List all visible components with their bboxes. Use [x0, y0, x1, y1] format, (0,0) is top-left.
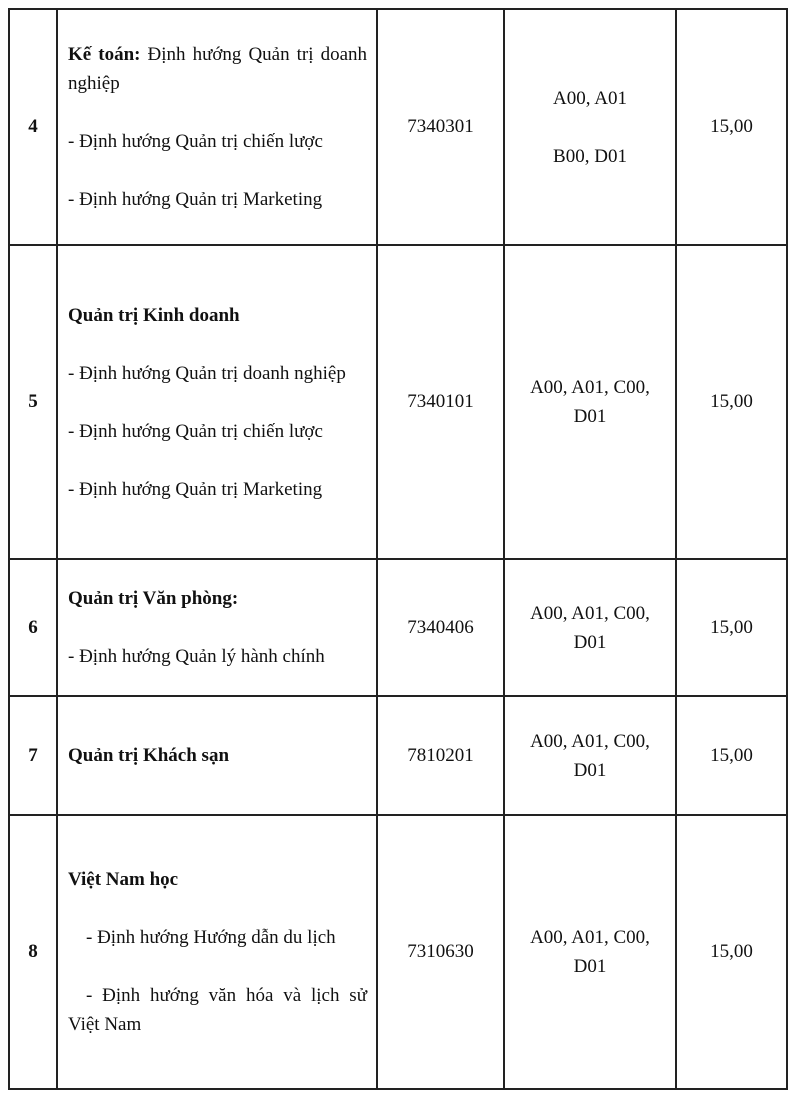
- major-name: Quản trị Khách sạn: [68, 745, 230, 766]
- orientation-item: - Định hướng Hướng dẫn du lịch: [86, 927, 336, 948]
- combo-line: A00, A01, C00,: [530, 927, 650, 948]
- row-number: 6: [9, 559, 57, 696]
- table-row: [9, 9, 787, 245]
- score: 15,00: [676, 559, 787, 696]
- subject-combos: [504, 696, 676, 815]
- major-code: 7310630: [377, 815, 504, 1089]
- major-name: Kế toán:: [68, 44, 141, 65]
- combo-line: A00, A01, C00,: [530, 377, 650, 398]
- score: 15,00: [676, 696, 787, 815]
- table-row: [9, 245, 787, 559]
- major-cell: [57, 559, 377, 696]
- table-row: [9, 696, 787, 815]
- combo-line: B00, D01: [553, 145, 627, 167]
- major-code: 7340301: [377, 9, 504, 245]
- table-row: [9, 815, 787, 1089]
- orientation-item: - Định hướng Quản trị Marketing: [68, 478, 323, 500]
- combo-line: A00, A01: [553, 87, 627, 109]
- major-cell: [57, 9, 377, 245]
- major-cell: [57, 696, 377, 815]
- score: 15,00: [676, 245, 787, 559]
- subject-combos: [504, 9, 676, 245]
- combo-line: D01: [573, 759, 607, 781]
- row-number: 8: [9, 815, 57, 1089]
- table-row: [9, 559, 787, 696]
- subject-combos: [504, 815, 676, 1089]
- combo-line: D01: [573, 406, 607, 427]
- major-name: Quản trị Kinh doanh: [68, 304, 240, 326]
- major-cell: [57, 815, 377, 1089]
- admission-table: [8, 8, 788, 1090]
- major-cell: [57, 245, 377, 559]
- major-code: 7810201: [377, 696, 504, 815]
- score: 15,00: [676, 815, 787, 1089]
- row-number: 4: [9, 9, 57, 245]
- major-code: 7340101: [377, 245, 504, 559]
- orientation-item: - Định hướng Quản lý hành chính: [68, 646, 325, 667]
- score: 15,00: [676, 9, 787, 245]
- subject-combos: [504, 559, 676, 696]
- major-name: Quản trị Văn phòng:: [68, 588, 239, 609]
- major-title: [68, 40, 367, 98]
- orientation-item: - Định hướng văn hóa và lịch sử Việt Nam: [68, 985, 367, 1035]
- orientation-item: - Định hướng Quản trị chiến lược: [68, 131, 323, 152]
- combo-line: D01: [573, 631, 607, 653]
- subject-combos: [504, 245, 676, 559]
- orientation-item: - Định hướng Quản trị doanh nghiệp: [68, 362, 346, 384]
- combo-line: A00, A01, C00,: [530, 602, 650, 624]
- major-name: Việt Nam học: [68, 869, 179, 890]
- orientation-item: - Định hướng Quản trị chiến lược: [68, 420, 323, 442]
- combo-line: A00, A01, C00,: [530, 730, 650, 752]
- combo-line: D01: [573, 956, 607, 977]
- row-number: 5: [9, 245, 57, 559]
- major-code: 7340406: [377, 559, 504, 696]
- orientation-item: - Định hướng Quản trị Marketing: [68, 189, 323, 210]
- row-number: 7: [9, 696, 57, 815]
- major-title-rest: Định hướng Quản trị doanh nghiệp: [68, 44, 367, 94]
